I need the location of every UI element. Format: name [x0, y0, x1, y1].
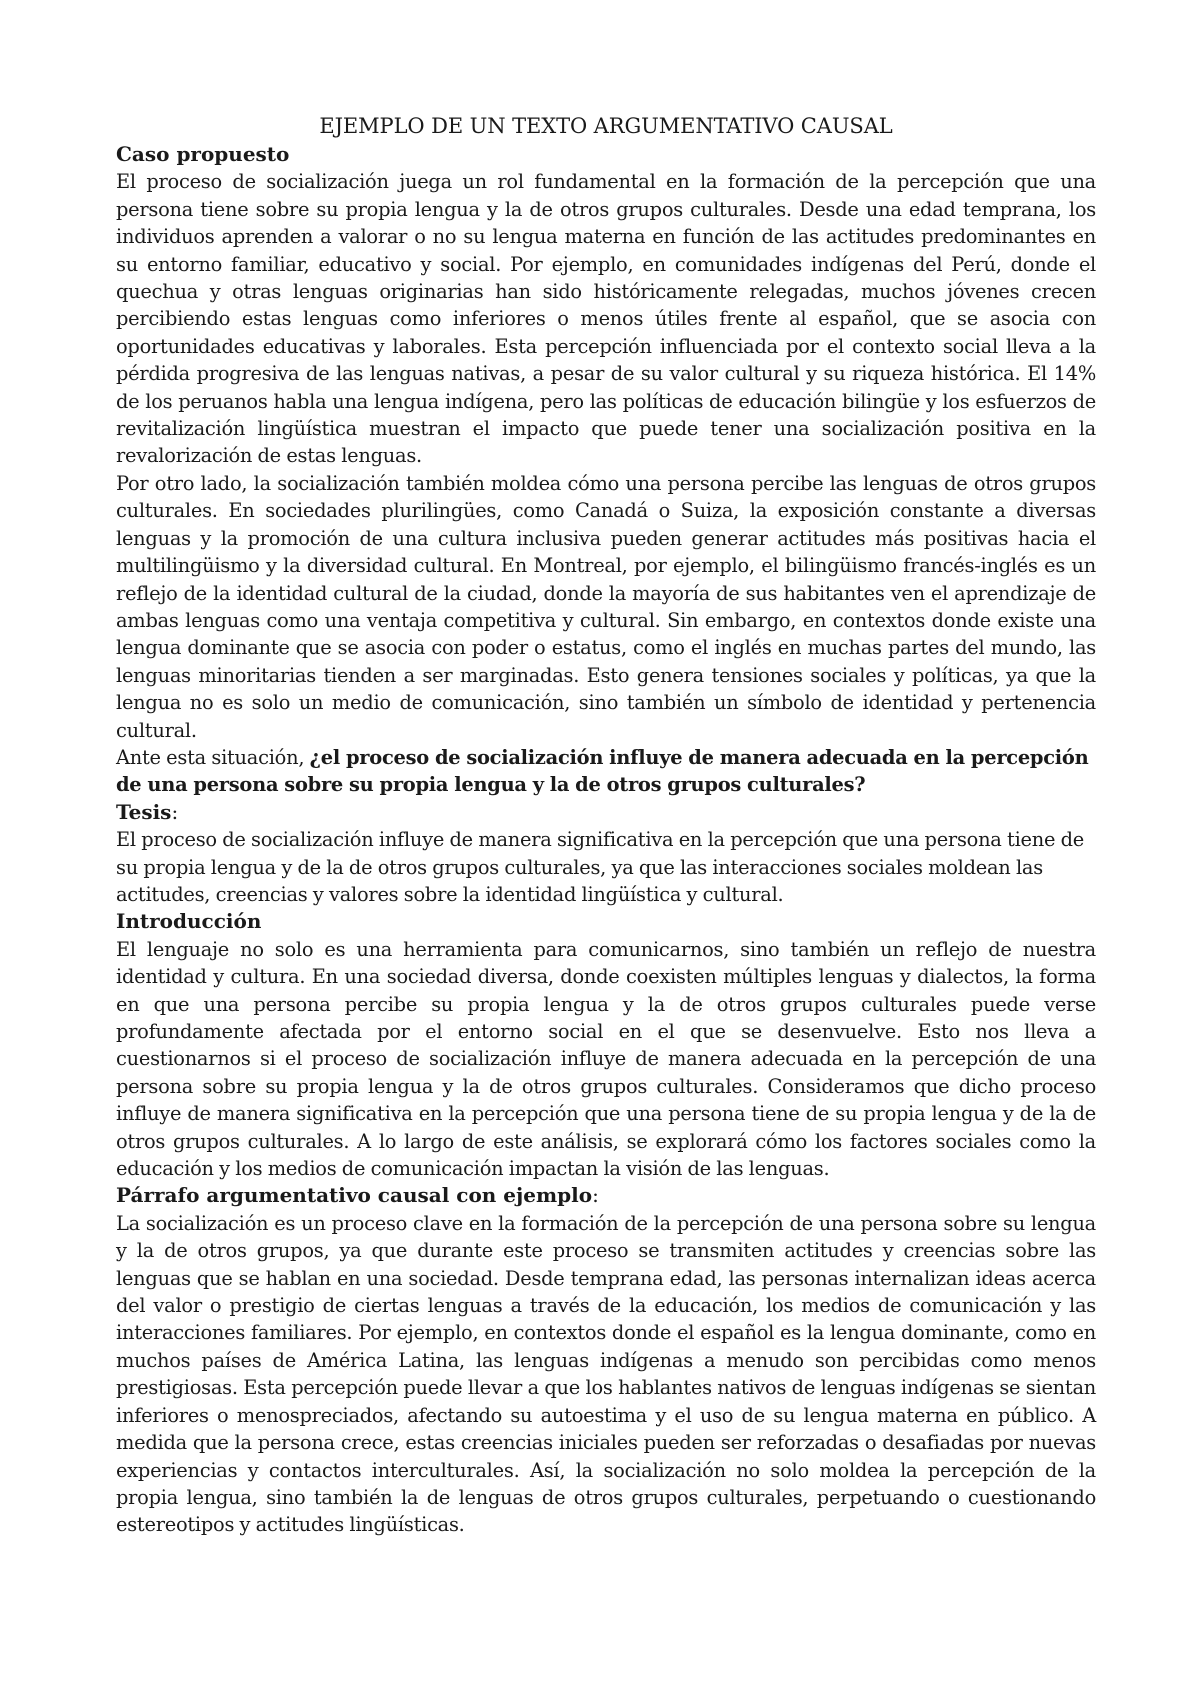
parrafo-paragraph: La socialización es un proceso clave en la formación de la percepción de una persona sobre su lengua y la de otros grupos, ya que durante este proceso se transmiten actitudes y creencias sobre las lenguas que se hablan en una sociedad. Desde temprana edad, las personas internalizan ideas acerca del valor o prestigio de ciertas lenguas a través de la educación, los medios de comunicación y las interacciones familiares. Por ejemplo, en contextos donde el español es la lengua dominante, como en muchos países de América Latina, las lenguas indígenas a menudo son percibidas como menos prestigiosas. Esta percepción puede llevar a que los hablantes nativos de lenguas indígenas se sientan inferiores o menospreciados, afectando su autoestima y el uso de su lengua materna en público. A medida que la persona crece, estas creencias iniciales pueden ser reforzadas o desafiadas por nuevas experiencias y contactos interculturales. Así, la socialización no solo moldea la percepción de la propia lengua, sino también la de lenguas de otros grupos culturales, perpetuando o cuestionando estereotipos y actitudes lingüísticas. — [116, 1211, 1096, 1537]
tesis-paragraph: El proceso de socialización influye de manera significativa en la percepción que una persona tiene de su propia lengua y de la de otros grupos culturales, ya que las interacciones sociales moldean las actitudes, creencias y valores sobre la identidad lingüística y cultural. — [116, 828, 1085, 906]
introduccion-paragraph: El lenguaje no solo es una herramienta para comunicarnos, sino también un reflejo de nuestra identidad y cultura. En una sociedad diversa, donde coexisten múltiples lenguas y dialectos, la forma en que una persona percibe su propia lengua y la de otros grupos culturales puede verse profundamente afectada por el entorno social en el que se desenvuelve. Esto nos lleva a cuestionarnos si el proceso de socialización influye de manera adecuada en la percepción de una persona sobre su propia lengua y la de otros grupos culturales. Consideramos que dicho proceso influye de manera significativa en la percepción que una persona tiene de su propia lengua y de la de otros grupos culturales. A lo largo de este análisis, se explorará cómo los factores sociales como la educación y los medios de comunicación impactan la visión de las lenguas. — [116, 937, 1096, 1181]
document-title: EJEMPLO DE UN TEXTO ARGUMENTATIVO CAUSAL — [319, 114, 893, 138]
parrafo-heading-colon: : — [592, 1183, 599, 1208]
parrafo-heading-label: Párrafo argumentativo causal con ejemplo — [116, 1183, 593, 1208]
introduccion-heading: Introducción — [116, 909, 262, 934]
caso-propuesto-heading: Caso propuesto — [116, 142, 290, 166]
caso-paragraph-1: El proceso de socialización juega un rol fundamental en la formación de la percepción que una persona tiene sobre su propia lengua y la de otros grupos culturales. Desde una edad temprana, los individuos aprenden a valorar o no su lengua materna en función de las actitudes predominantes en su entorno familiar, educativo y social. Por ejemplo, en comunidades indígenas del Perú, donde el quechua y otras lenguas originarias han sido históricamente relegadas, muchos jóvenes crecen percibiendo estas lenguas como inferiores o menos útiles frente al español, que se asocia con oportunidades educativas y laborales. Esta percepción influenciada por el contexto social lleva a la pérdida progresiva de las lenguas nativas, a pesar de su valor cultural y su riqueza histórica. El 14% de los peruanos habla una lengua indígena, pero las políticas de educación bilingüe y los esfuerzos de revitalización lingüística muestran el impacto que puede tener una socialización positiva en la revalorización de estas lenguas. — [116, 170, 1096, 468]
tesis-heading-colon: : — [171, 799, 179, 824]
parrafo-heading — [116, 1182, 1096, 1209]
caso-paragraph-2: Por otro lado, la socialización también moldea cómo una persona percibe las lenguas de otros grupos culturales. En sociedades plurilingües, como Canadá o Suiza, la exposición constante a diversas lenguas y la promoción de una cultura inclusiva pueden generar actitudes más positivas hacia el multilingüismo y la diversidad cultural. En Montreal, por ejemplo, el bilingüismo francés-inglés es un reflejo de la identidad cultural de la ciudad, donde la mayoría de sus habitantes ven el aprendizaje de ambas lenguas como una ventaja competitiva y cultural. Sin embargo, en contextos donde existe una lengua dominante que se asocia con poder o estatus, como el inglés en muchas partes del mundo, las lenguas minoritarias tienden a ser marginadas. Esto genera tensiones sociales y políticas, ya que la lengua no es solo un medio de comunicación, sino también un símbolo de identidad y pertenencia cultural. — [116, 471, 1096, 742]
tesis-heading-label: Tesis — [116, 799, 172, 824]
tesis-heading — [116, 799, 1096, 826]
question-bold: ¿el proceso de socialización influye de manera adecuada en la percepción de una persona sobre su propia lengua y la de otros grupos culturales? — [116, 745, 1089, 797]
caso-question — [116, 744, 1096, 799]
question-prefix: Ante esta situación, — [116, 745, 310, 769]
